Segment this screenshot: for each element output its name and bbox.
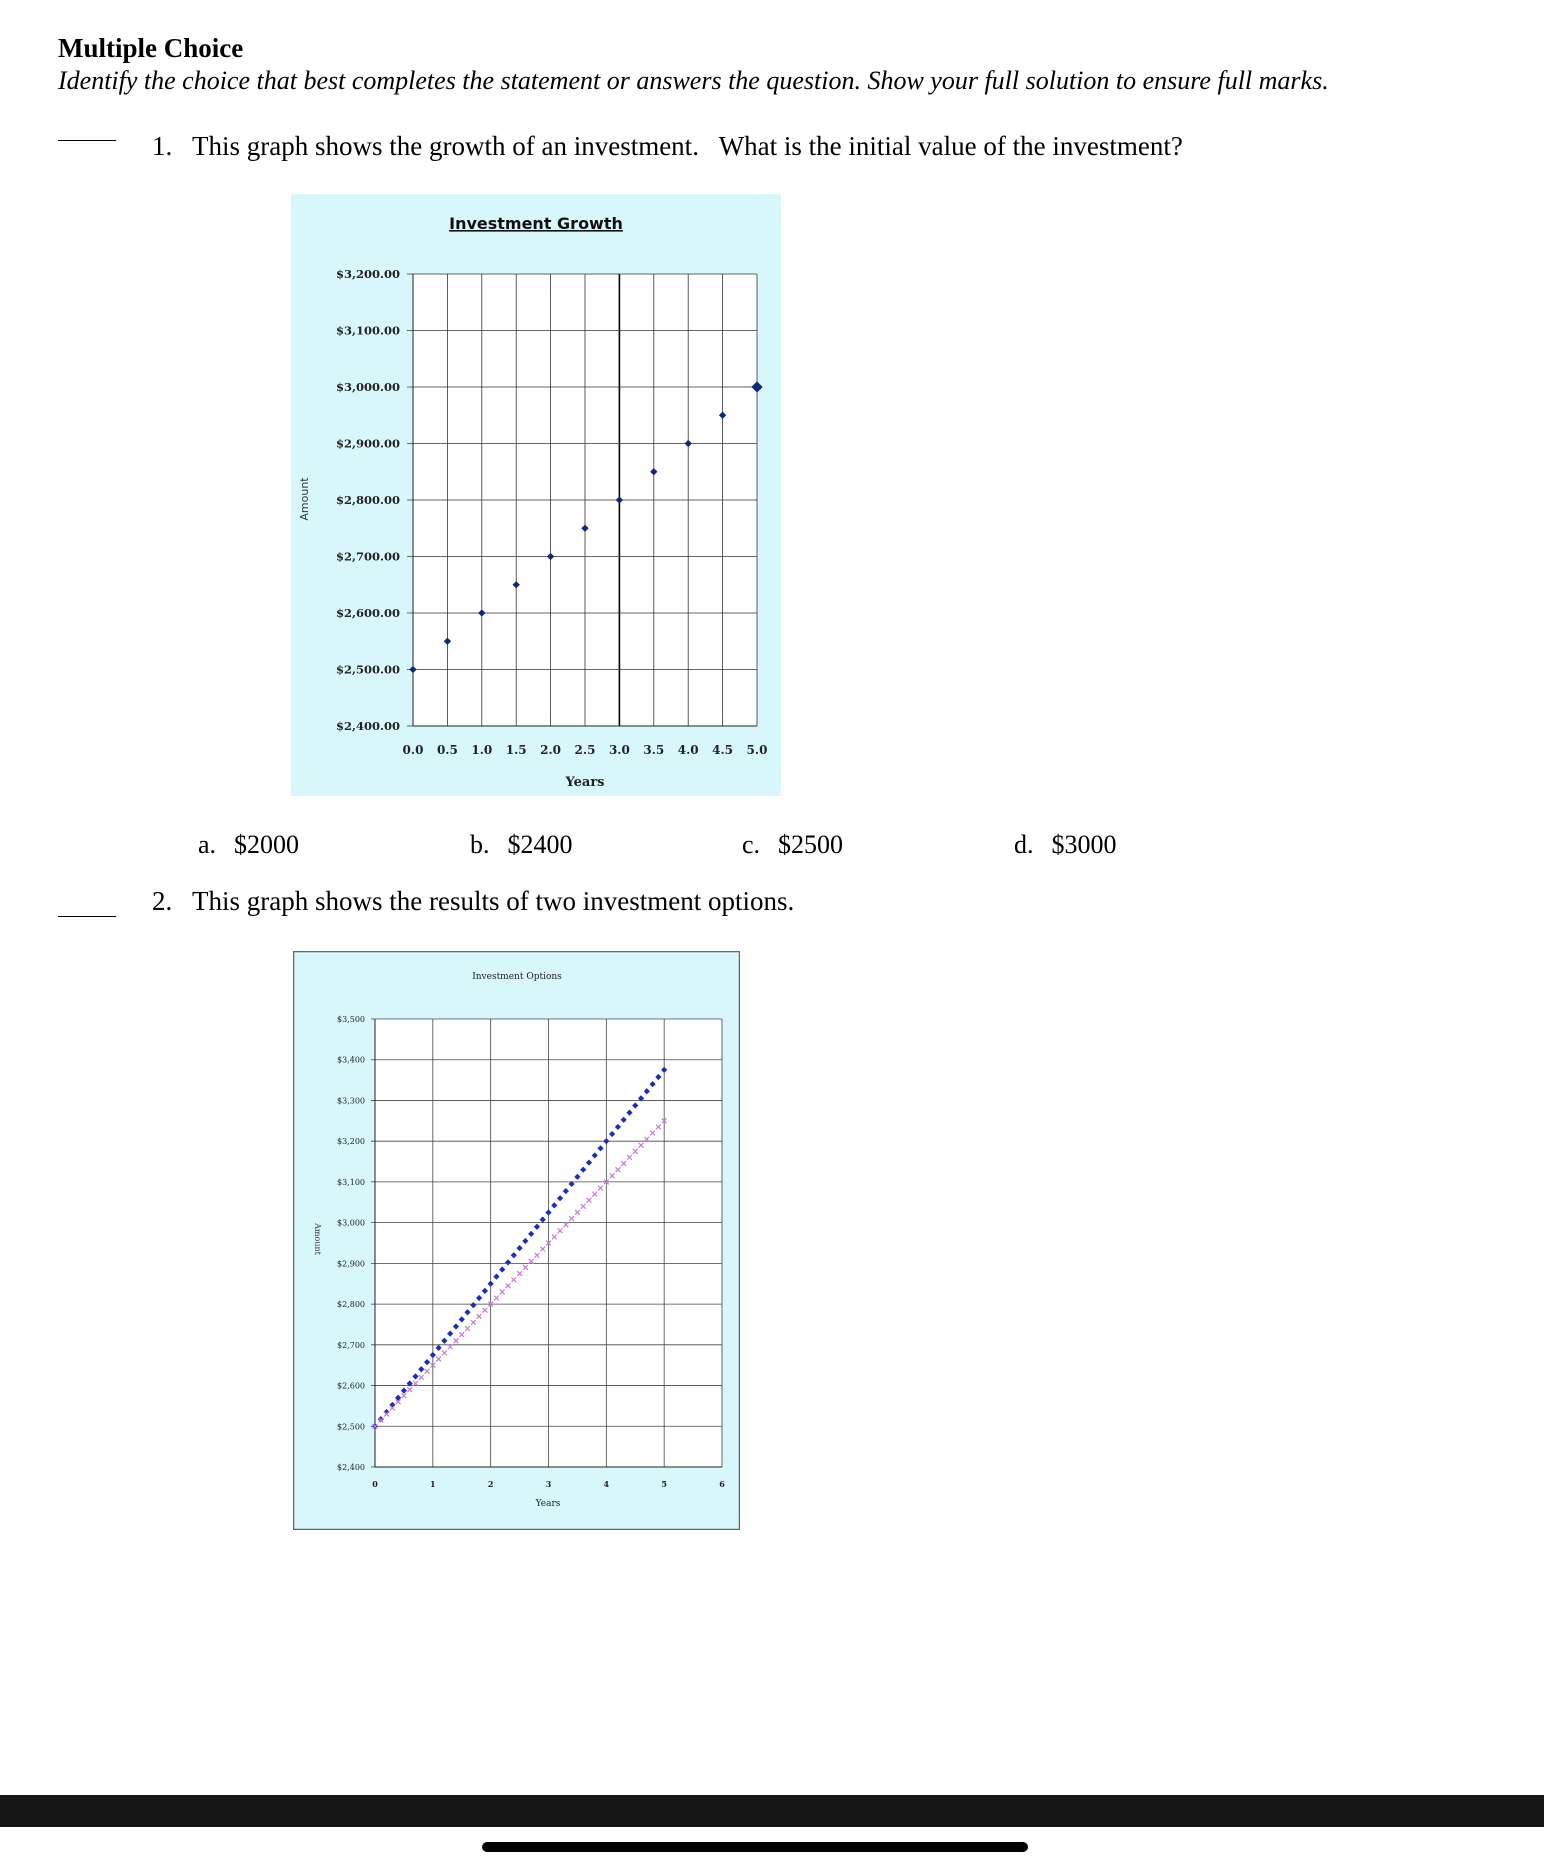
- choice-a-letter: a.: [198, 830, 217, 859]
- x-tick-label: 2: [487, 1479, 494, 1489]
- x-tick-label: 3: [545, 1479, 552, 1489]
- x-tick-label: 5: [661, 1479, 667, 1489]
- x-axis-label: Years: [565, 775, 605, 790]
- y-tick-label: $2,500: [337, 1422, 365, 1432]
- x-axis-label: Years: [535, 1499, 561, 1509]
- x-tick-label: 1: [430, 1479, 436, 1489]
- answer-blank-q2[interactable]: [58, 916, 116, 917]
- x-tick-label: 1.0: [471, 743, 493, 757]
- bottom-bar: [0, 1795, 1544, 1827]
- x-tick-label: 0.0: [402, 743, 424, 757]
- y-tick-label: $3,100.00: [335, 323, 400, 338]
- y-tick-label: $3,000.00: [335, 380, 400, 394]
- y-tick-label: $2,400: [337, 1463, 365, 1472]
- section-heading: Multiple Choice: [58, 33, 244, 63]
- y-tick-label: $2,500.00: [335, 662, 400, 677]
- y-axis-label: Amount: [298, 477, 311, 521]
- y-tick-label: $2,900.00: [335, 436, 400, 451]
- chart-title: Investment Options: [472, 972, 562, 982]
- investment-growth-chart: [291, 194, 781, 796]
- choice-b-text: $2400: [507, 830, 573, 859]
- choice-b[interactable]: [470, 830, 573, 860]
- choice-a-text: $2000: [234, 830, 300, 859]
- y-tick-label: $3,100: [337, 1177, 365, 1187]
- x-tick-label: 5.0: [746, 743, 768, 757]
- y-tick-label: $3,200.00: [335, 267, 400, 281]
- y-tick-label: $2,800.00: [335, 493, 400, 507]
- y-tick-label: $3,500: [337, 1015, 365, 1024]
- y-axis-label: Amount: [313, 1223, 322, 1255]
- x-tick-label: 4.0: [677, 743, 699, 757]
- answer-blank-q1[interactable]: [58, 140, 116, 141]
- y-tick-label: $2,700: [337, 1340, 365, 1350]
- choice-d[interactable]: [1014, 830, 1117, 860]
- x-tick-label: 4.5: [712, 743, 734, 757]
- question-1-number: 1.: [152, 131, 173, 161]
- question-2-number: 2.: [152, 886, 173, 916]
- question-2-text: This graph shows the results of two investment options.: [192, 886, 795, 916]
- y-tick-label: $3,000: [337, 1218, 365, 1228]
- choice-b-letter: b.: [470, 830, 490, 859]
- question-2: [152, 886, 794, 917]
- x-tick-label: 2.5: [574, 743, 596, 757]
- home-indicator[interactable]: [482, 1842, 1028, 1852]
- x-tick-label: 4: [603, 1479, 610, 1489]
- x-tick-label: 0: [372, 1479, 378, 1489]
- choice-d-letter: d.: [1014, 830, 1034, 859]
- choice-d-text: $3000: [1051, 830, 1117, 859]
- choice-c-letter: c.: [742, 830, 761, 859]
- y-tick-label: $3,300: [337, 1096, 365, 1106]
- y-tick-label: $2,600: [337, 1381, 365, 1391]
- choice-c-text: $2500: [778, 830, 844, 859]
- x-tick-label: 3.5: [643, 743, 665, 757]
- y-tick-label: $2,700.00: [335, 549, 400, 564]
- question-1: [152, 131, 1183, 162]
- investment-growth-svg: [291, 194, 781, 796]
- investment-options-svg: [293, 951, 740, 1530]
- y-tick-label: $3,200: [337, 1137, 365, 1147]
- x-tick-label: 2.0: [540, 743, 562, 757]
- investment-options-chart: [293, 951, 740, 1530]
- y-tick-label: $2,800: [337, 1300, 365, 1310]
- x-tick-label: 3.0: [608, 743, 630, 757]
- y-tick-label: $2,900: [337, 1259, 365, 1269]
- chart-title: Investment Growth: [449, 214, 623, 233]
- y-tick-label: $2,600.00: [335, 606, 400, 620]
- choice-c[interactable]: [742, 830, 843, 860]
- question-1-text: This graph shows the growth of an investment. What is the initial value of the investment?: [192, 131, 1183, 161]
- choice-a[interactable]: [198, 830, 299, 860]
- x-tick-label: 0.5: [436, 743, 458, 757]
- section-instructions: Identify the choice that best completes the statement or answers the question. Show your full solution to ensure full marks.: [58, 66, 1329, 95]
- y-tick-label: $3,400: [337, 1055, 365, 1065]
- y-tick-label: $2,400.00: [335, 719, 400, 733]
- x-tick-label: 1.5: [505, 743, 527, 757]
- x-tick-label: 6: [719, 1479, 725, 1489]
